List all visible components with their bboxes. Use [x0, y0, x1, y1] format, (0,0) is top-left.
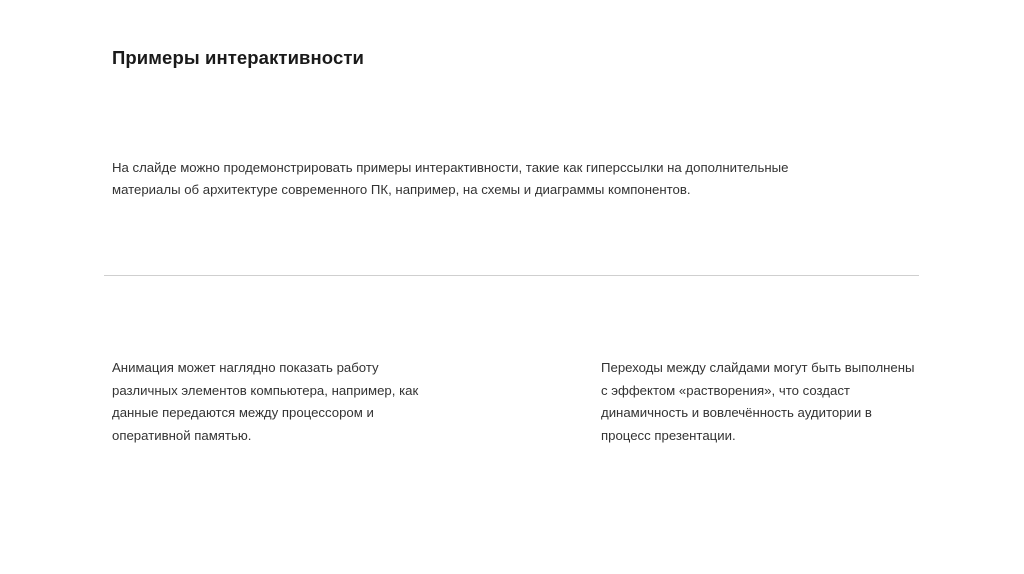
transitions-paragraph	[601, 357, 961, 447]
slide-title: Примеры интерактивности	[112, 47, 364, 68]
section-divider	[104, 275, 919, 276]
intro-line: материалы об архитектуре современного ПК, например, на схемы и диаграммы компонентов.	[112, 182, 691, 197]
animation-line: Анимация может наглядно показать работу	[112, 360, 379, 375]
animation-line: различных элементов компьютера, например, как	[112, 382, 419, 398]
intro-line: На слайде можно продемонстрировать примеры интерактивности, такие как гиперссылки на дополнительные	[112, 160, 789, 175]
transitions-line: Переходы между слайдами могут быть выполнены	[601, 360, 915, 375]
animation-line: данные передаются между процессором и	[112, 405, 374, 420]
animation-line: оперативной памятью.	[112, 427, 252, 443]
animation-paragraph	[112, 357, 452, 447]
intro-paragraph	[112, 157, 872, 201]
transitions-line: с эффектом «растворения», что создаст	[601, 382, 850, 398]
transitions-line: процесс презентации.	[601, 427, 736, 443]
transitions-line: динамичность и вовлечённость аудитории в	[601, 405, 872, 420]
